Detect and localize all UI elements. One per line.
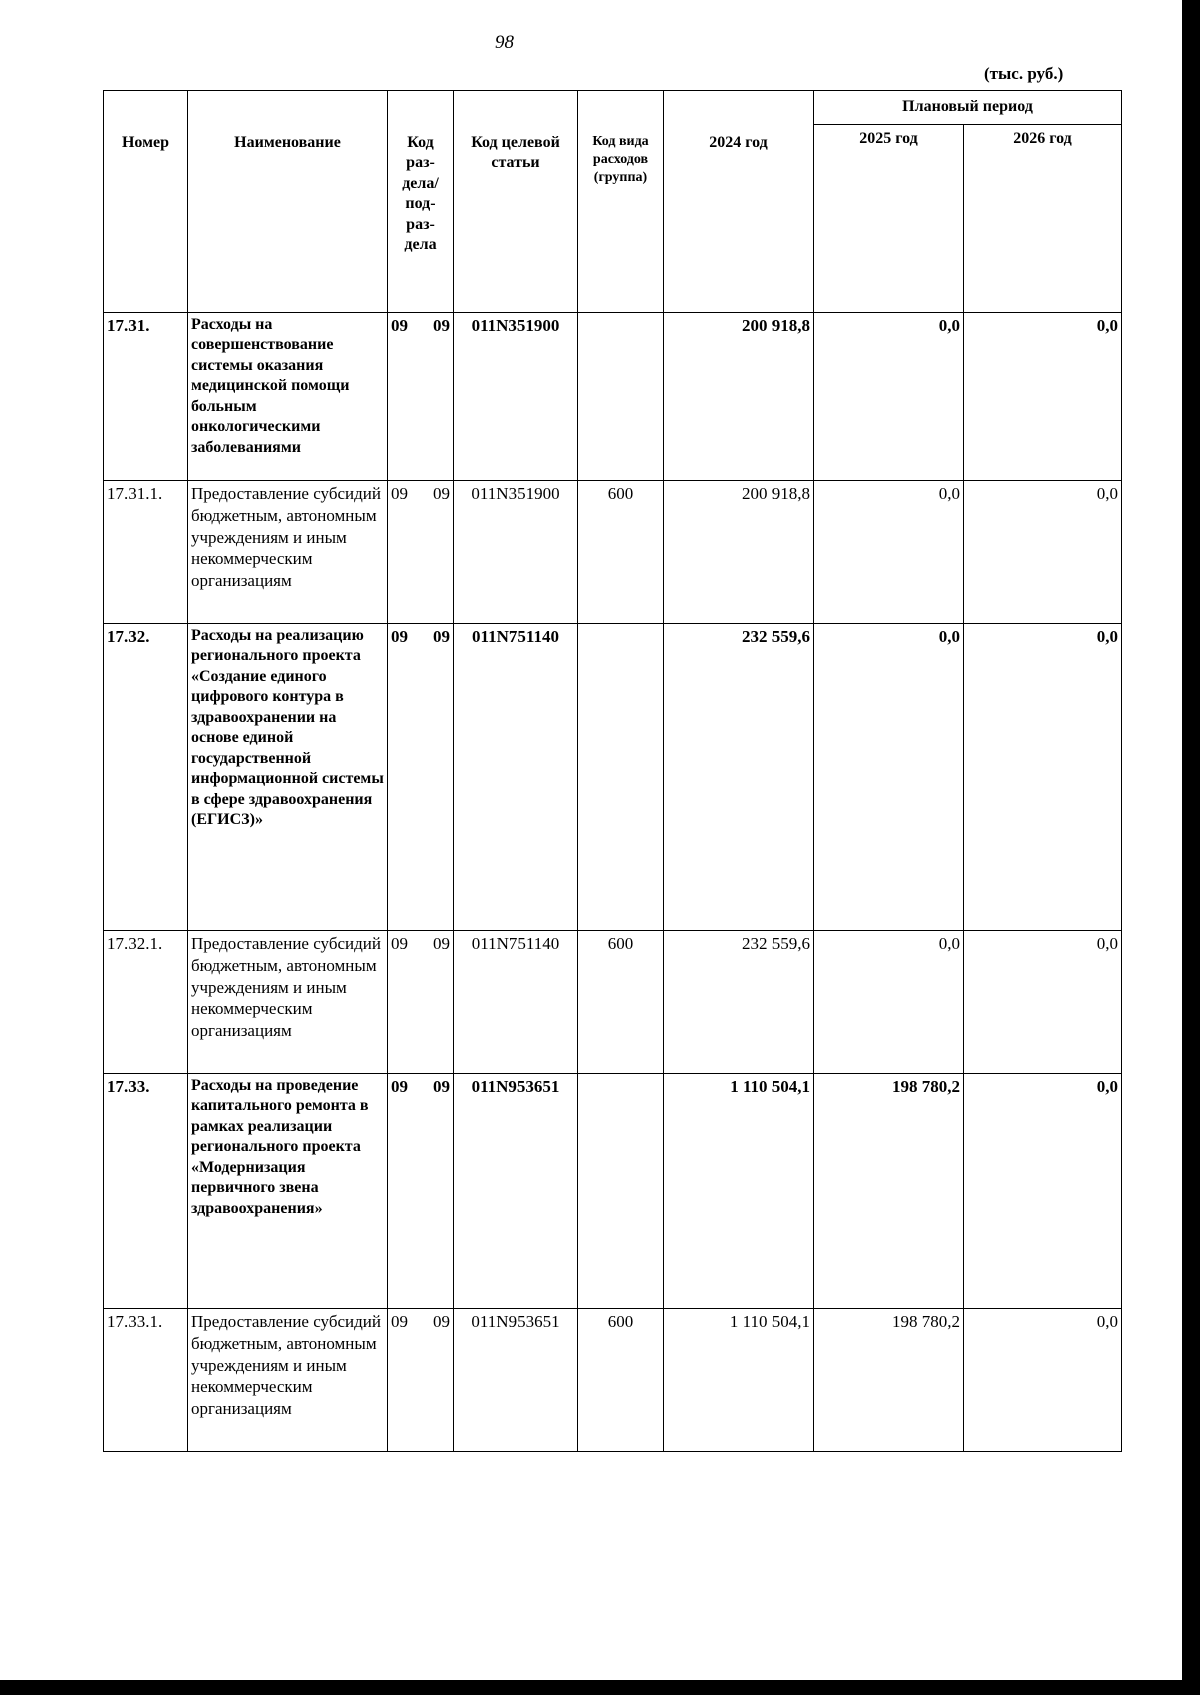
header-year-2024: 2024 год [664, 91, 814, 313]
row-expense-type [578, 313, 664, 481]
row-section-code [388, 1074, 454, 1309]
section-code: 09 [391, 484, 408, 503]
row-section-code [388, 931, 454, 1074]
row-name: Предоставление субсидий бюджетным, автономным учреждениям и иным некоммерческим организациям [188, 1309, 388, 1452]
row-name: Расходы на совершенствование системы оказания медицинской помощи больным онкологическими заболеваниями [188, 313, 388, 481]
row-amount-2024: 200 918,8 [664, 313, 814, 481]
section-code: 09 [391, 1077, 408, 1096]
row-section-code [388, 1309, 454, 1452]
section-code: 09 [391, 1312, 408, 1331]
table-body [104, 313, 1122, 1452]
row-target-code: 011N953651 [454, 1074, 578, 1309]
row-target-code: 011N351900 [454, 481, 578, 624]
header-target-code: Код целевой статьи [454, 91, 578, 313]
row-target-code: 011N751140 [454, 931, 578, 1074]
row-amount-2026: 0,0 [964, 624, 1122, 931]
row-expense-type: 600 [578, 931, 664, 1074]
row-number: 17.33. [104, 1074, 188, 1309]
header-section-code: Код раз- дела/ под- раз- дела [388, 91, 454, 313]
row-number: 17.32. [104, 624, 188, 931]
row-amount-2025: 0,0 [814, 624, 964, 931]
table-row [104, 1074, 1122, 1309]
row-number: 17.31.1. [104, 481, 188, 624]
row-amount-2026: 0,0 [964, 1309, 1122, 1452]
section-code: 09 [391, 316, 408, 335]
row-name: Расходы на проведение капитального ремонта в рамках реализации регионального проекта «Модернизация первичного звена здравоохранения» [188, 1074, 388, 1309]
row-amount-2024: 1 110 504,1 [664, 1309, 814, 1452]
row-amount-2025: 198 780,2 [814, 1074, 964, 1309]
header-number: Номер [104, 91, 188, 313]
row-amount-2024: 200 918,8 [664, 481, 814, 624]
row-name: Расходы на реализацию регионального проекта «Создание единого цифрового контура в здравоохранении на основе единой государственной информационной системы в сфере здравоохранения (ЕГИСЗ)» [188, 624, 388, 931]
row-expense-type [578, 624, 664, 931]
row-section-code [388, 313, 454, 481]
table-header [104, 91, 1122, 313]
row-amount-2026: 0,0 [964, 931, 1122, 1074]
row-amount-2026: 0,0 [964, 1074, 1122, 1309]
row-number: 17.31. [104, 313, 188, 481]
subsection-code: 09 [433, 484, 450, 503]
subsection-code: 09 [433, 1077, 450, 1096]
row-amount-2025: 198 780,2 [814, 1309, 964, 1452]
section-code: 09 [391, 934, 408, 953]
row-amount-2024: 232 559,6 [664, 624, 814, 931]
scan-edge-bottom [0, 1680, 1200, 1695]
header-name: Наименование [188, 91, 388, 313]
row-section-code [388, 481, 454, 624]
row-name: Предоставление субсидий бюджетным, автономным учреждениям и иным некоммерческим организациям [188, 481, 388, 624]
table-row [104, 1309, 1122, 1452]
budget-table [103, 90, 1122, 1452]
row-expense-type: 600 [578, 1309, 664, 1452]
row-name: Предоставление субсидий бюджетным, автономным учреждениям и иным некоммерческим организациям [188, 931, 388, 1074]
section-code: 09 [391, 627, 408, 646]
subsection-code: 09 [433, 627, 450, 646]
header-year-2025: 2025 год [814, 125, 964, 313]
row-target-code: 011N751140 [454, 624, 578, 931]
row-amount-2024: 232 559,6 [664, 931, 814, 1074]
row-amount-2026: 0,0 [964, 313, 1122, 481]
header-expense-type: Код вида расходов (группа) [578, 91, 664, 313]
row-expense-type [578, 1074, 664, 1309]
header-planned-period: Плановый период [814, 91, 1122, 125]
row-amount-2025: 0,0 [814, 313, 964, 481]
row-expense-type: 600 [578, 481, 664, 624]
header-year-2026: 2026 год [964, 125, 1122, 313]
scan-edge-right [1182, 0, 1200, 1695]
row-number: 17.33.1. [104, 1309, 188, 1452]
table-row [104, 624, 1122, 931]
page-number: 98 [495, 32, 514, 53]
table-row [104, 931, 1122, 1074]
subsection-code: 09 [433, 1312, 450, 1331]
table-row [104, 481, 1122, 624]
units-label: (тыс. руб.) [984, 64, 1064, 83]
row-target-code: 011N953651 [454, 1309, 578, 1452]
table-row [104, 313, 1122, 481]
row-number: 17.32.1. [104, 931, 188, 1074]
row-amount-2026: 0,0 [964, 481, 1122, 624]
row-amount-2025: 0,0 [814, 931, 964, 1074]
row-target-code: 011N351900 [454, 313, 578, 481]
row-amount-2024: 1 110 504,1 [664, 1074, 814, 1309]
subsection-code: 09 [433, 934, 450, 953]
row-amount-2025: 0,0 [814, 481, 964, 624]
subsection-code: 09 [433, 316, 450, 335]
row-section-code [388, 624, 454, 931]
